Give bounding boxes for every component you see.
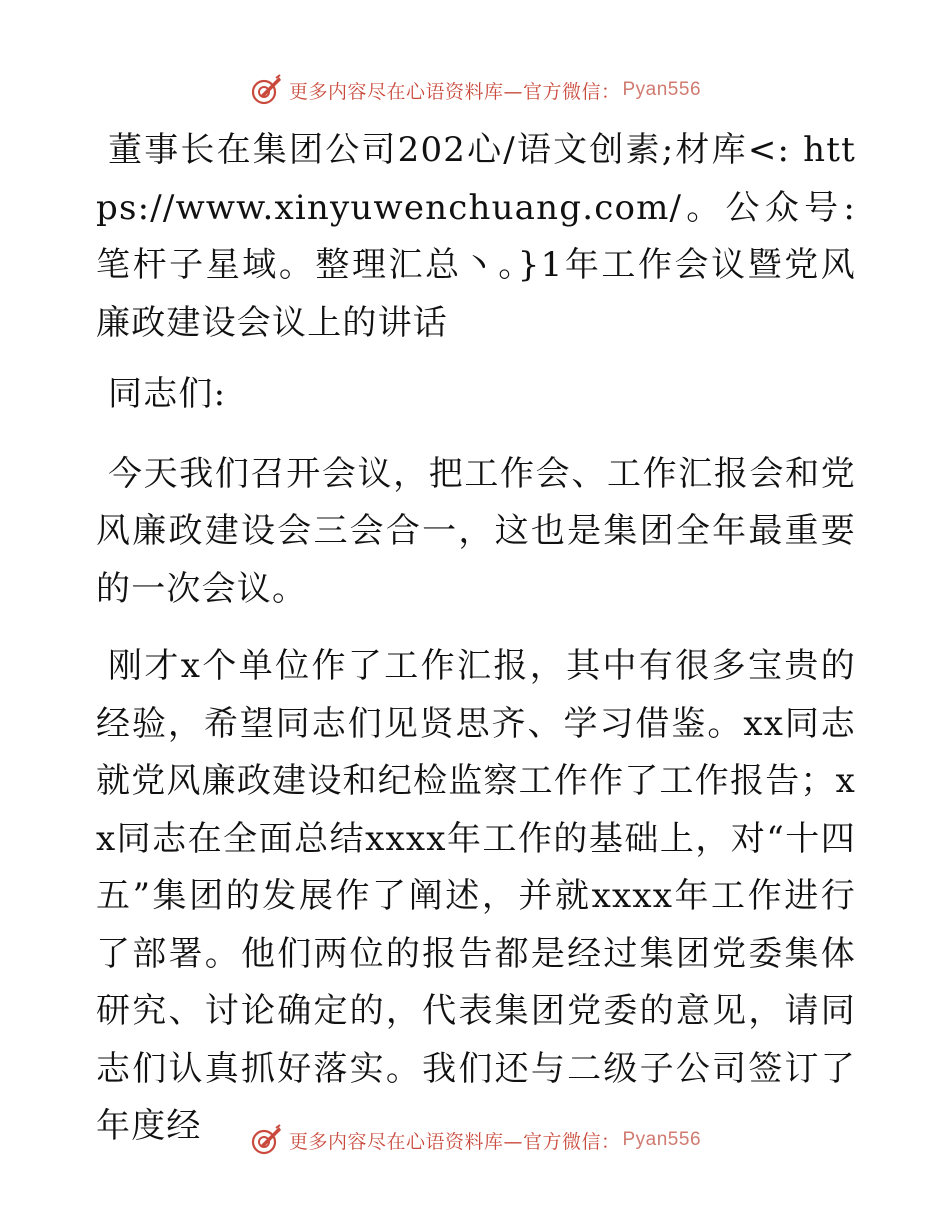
watermark-text: 更多内容尽在心语资料库—官方微信： bbox=[288, 80, 621, 103]
paragraph: 刚才x个单位作了工作汇报，其中有很多宝贵的经验，希望同志们见贤思齐、学习借鉴。xx同志就党风廉政建设和纪检监察工作作了工作报告；xx同志在全面总结xxxx年工作的基础上，对“十四五”集团的发展作了阐述，并就xxxx年工作进行了部署。他们两位的报告都是经过集团党委集体研究、讨论确定的，代表集团党委的意见，请同志们认真抓好落实。我们还与二级子公司签订了年度经 bbox=[96, 646, 856, 1146]
greeting: 同志们: bbox=[108, 374, 227, 414]
document-body bbox=[96, 122, 856, 1176]
quill-pen-circle-icon bbox=[249, 73, 283, 107]
watermark-wechat-id: Pyan556 bbox=[622, 79, 702, 100]
document-title: 董事长在集团公司202心/语文创素;材库<: https://www.xinyuwenchuang.com/。公众号: 笔杆子星域。整理汇总丶。}1年工作会议暨党风廉政建设会议上的讲话 bbox=[96, 130, 856, 343]
watermark-wechat-id: Pyan556 bbox=[622, 1129, 702, 1150]
watermark-footer bbox=[0, 1120, 950, 1160]
paragraph: 今天我们召开会议，把工作会、工作汇报会和党风廉政建设会三会合一，这也是集团全年最重要的一次会议。 bbox=[96, 453, 856, 609]
quill-pen-circle-icon bbox=[249, 1123, 283, 1157]
watermark-header bbox=[0, 70, 950, 110]
watermark-text: 更多内容尽在心语资料库—官方微信： bbox=[288, 1130, 621, 1153]
